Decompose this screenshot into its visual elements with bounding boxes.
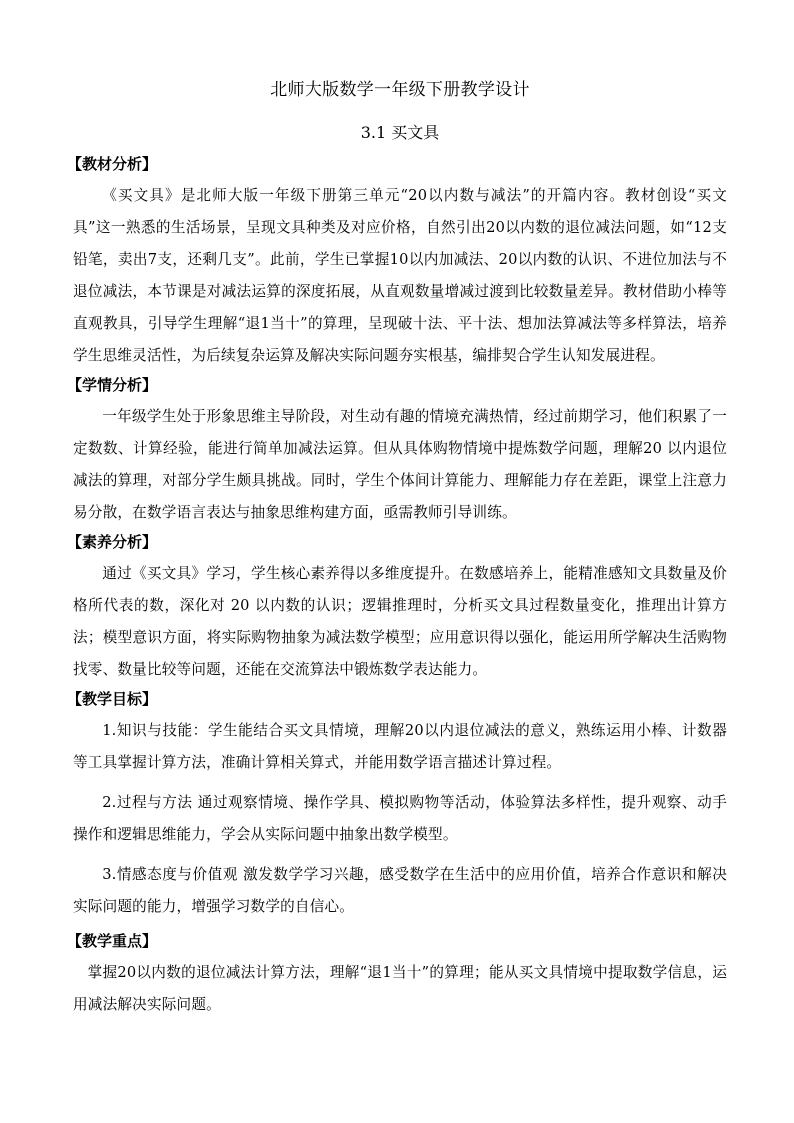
- goal-item: 3.情感态度与价值观 激发数学学习兴趣，感受数学在生活中的应用价值，培养合作意识和解决实际问题的能力，增强学习数学的自信心。: [73, 866, 727, 915]
- section-heading: 【学情分析】: [67, 376, 158, 394]
- section-literacy-analysis: [67, 532, 727, 686]
- section-heading: 【教学重点】: [67, 932, 158, 950]
- section-paragraph: 掌握20以内数的退位减法计算方法，理解“退1当十”的算理；能从买文具情境中提取数学信息，运用减法解决实际问题。: [73, 964, 727, 1013]
- section-paragraph: 通过《买文具》学习，学生核心素养得以多维度提升。在数感培养上，能精准感知文具数量及价格所代表的数，深化对 20 以内数的认识；逻辑推理时，分析买文具过程数量变化，推理出计算方法；模型意识方面，将实际购物抽象为减法数学模型；应用意识得以强化，能运用所学解决生活购物找零、数量比较等问题，还能在交流算法中锻炼数学表达能力。: [73, 565, 727, 678]
- section-student-analysis: [67, 375, 727, 529]
- section-teaching-goals: [67, 689, 727, 923]
- goal-item: 2.过程与方法 通过观察情境、操作学具、模拟购物等活动，体验算法多样性，提升观察、动手操作和逻辑思维能力，学会从实际问题中抽象出数学模型。: [73, 794, 727, 843]
- section-heading: 【教材分析】: [67, 155, 158, 173]
- section-heading: 【教学目标】: [67, 690, 158, 708]
- document-title: 北师大版数学一年级下册教学设计: [270, 80, 530, 100]
- section-textbook-analysis: [67, 154, 727, 372]
- goal-item: 1.知识与技能：学生能结合买文具情境，理解20以内退位减法的意义，熟练运用小棒、计数器等工具掌握计算方法，准确计算相关算式，并能用数学语言描述计算过程。: [73, 722, 727, 771]
- section-paragraph: 《买文具》是北师大版一年级下册第三单元“20以内数与减法”的开篇内容。教材创设“买文具”这一熟悉的生活场景，呈现文具种类及对应价格，自然引出20以内数的退位减法问题，如“12支铅笔，卖出7支，还剩几支”。此前，学生已掌握10以内加减法、20以内数的认识、不进位加法与不退位减法，本节课是对减法运算的深度拓展，从直观数量增减过渡到比较数量差异。教材借助小棒等直观教具，引导学生理解“退1当十”的算理，呈现破十法、平十法、想加法算减法等多样算法，培养学生思维灵活性，为后续复杂运算及解决实际问题夯实根基，编排契合学生认知发展进程。: [73, 187, 727, 364]
- section-teaching-key-points: [67, 931, 727, 1021]
- section-heading: 【素养分析】: [67, 533, 158, 551]
- lesson-title: 3.1 买文具: [360, 123, 440, 142]
- document-page: [67, 78, 727, 1024]
- section-paragraph: 一年级学生处于形象思维主导阶段，对生动有趣的情境充满热情，经过前期学习，他们积累了一定数数、计算经验，能进行简单加减法运算。但从具体购物情境中提炼数学问题，理解20 以内退位减法的算理，对部分学生颇具挑战。同时，学生个体间计算能力、理解能力存在差距，课堂上注意力易分散，在数学语言表达与抽象思维构建方面，亟需教师引导训练。: [73, 408, 727, 521]
